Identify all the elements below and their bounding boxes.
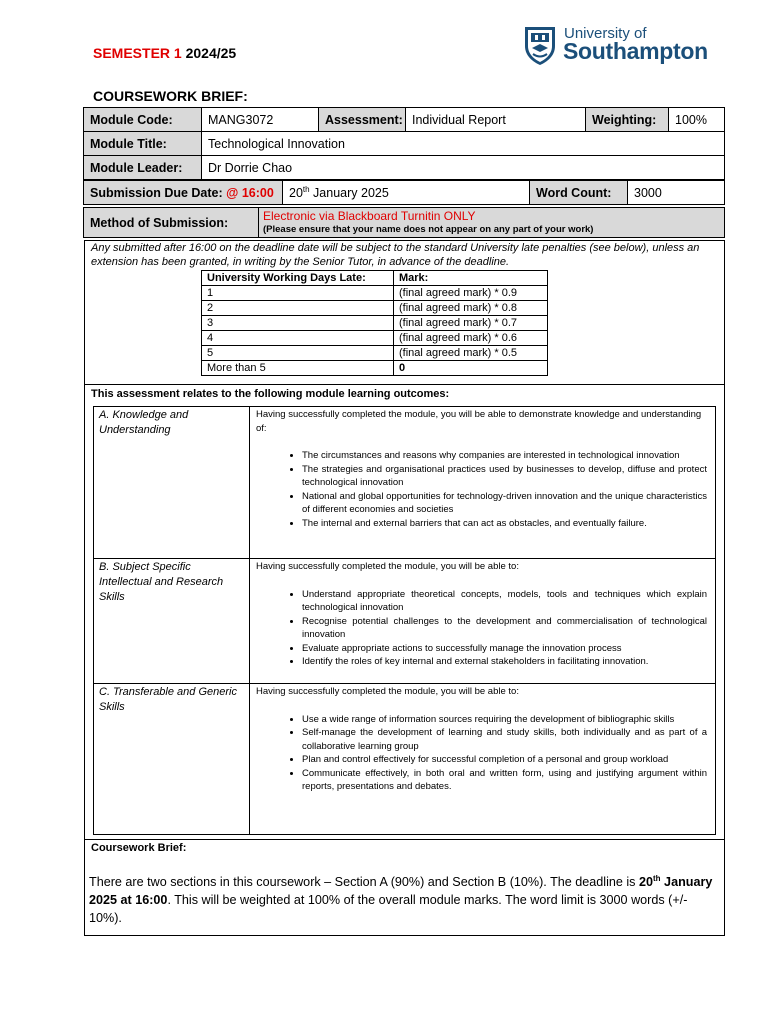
table-row bbox=[202, 286, 548, 301]
late-mark-cell: (final agreed mark) * 0.9 bbox=[394, 286, 548, 301]
submission-method-value bbox=[259, 208, 725, 238]
due-date-value bbox=[283, 181, 530, 205]
list-item: • Self-manage the development of learning and study skills, both individually and as part of a collaborative learning group bbox=[302, 726, 707, 753]
module-code-label: Module Code: bbox=[84, 108, 202, 132]
module-title-label: Module Title: bbox=[84, 132, 202, 156]
brief-deadline-suffix: th bbox=[653, 874, 661, 883]
due-time: @ 16:00 bbox=[226, 185, 274, 200]
table-row bbox=[202, 361, 548, 376]
late-days-cell: 2 bbox=[202, 301, 394, 316]
weighting-label: Weighting: bbox=[586, 108, 669, 132]
outcome-intro-c: Having successfully completed the module, you will be able to: bbox=[256, 686, 519, 697]
logo-line-2: Southampton bbox=[563, 38, 708, 64]
table-row bbox=[84, 132, 725, 156]
late-days-cell: 1 bbox=[202, 286, 394, 301]
module-title-value: Technological Innovation bbox=[202, 132, 725, 156]
outcome-label-b: B. Subject Specific Intellectual and Research Skills bbox=[94, 559, 250, 683]
submission-method-label: Method of Submission: bbox=[84, 208, 259, 238]
late-mark-cell: (final agreed mark) * 0.6 bbox=[394, 331, 548, 346]
semester-heading bbox=[93, 45, 236, 61]
list-item: • Use a wide range of information sources requiring the development of bibliographic skills bbox=[302, 713, 707, 727]
table-row bbox=[202, 316, 548, 331]
logo-line-1: University of bbox=[564, 25, 647, 42]
late-days-cell: 4 bbox=[202, 331, 394, 346]
coursework-brief-title: COURSEWORK BRIEF: bbox=[93, 88, 248, 104]
list-item: • Understand appropriate theoretical concepts, models, tools and techniques which explain technological innovation bbox=[302, 588, 707, 615]
table-row bbox=[202, 331, 548, 346]
late-days-cell: 5 bbox=[202, 346, 394, 361]
submission-method-table bbox=[83, 207, 725, 238]
list-item: • The circumstances and reasons why companies are interested in technological innovation bbox=[302, 449, 707, 463]
coursework-brief-text bbox=[89, 870, 721, 927]
list-item: • Recognise potential challenges to the development and commercialisation of technological innovation bbox=[302, 615, 707, 642]
crest-icon bbox=[522, 24, 558, 66]
module-leader-label: Module Leader: bbox=[84, 156, 202, 180]
late-mark-cell: (final agreed mark) * 0.7 bbox=[394, 316, 548, 331]
due-date-label-text: Submission Due Date: bbox=[90, 185, 223, 200]
table-row bbox=[202, 301, 548, 316]
university-logo bbox=[522, 24, 722, 68]
outcome-intro-a: Having successfully completed the module, you will be able to demonstrate knowledge and understanding of: bbox=[256, 409, 702, 434]
list-item: • National and global opportunities for technology-driven innovation and the unique characteristics of different economies and societies bbox=[302, 490, 707, 517]
due-month-year: January 2025 bbox=[309, 186, 389, 201]
table-row bbox=[84, 181, 725, 205]
outcome-list-c bbox=[256, 713, 707, 794]
semester-year: 2024/25 bbox=[185, 45, 237, 61]
learning-outcomes-heading: This assessment relates to the following module learning outcomes: bbox=[91, 388, 450, 400]
list-item: • The internal and external barriers that can act as obstacles, and eventually failure. bbox=[302, 517, 707, 531]
outcome-content-c bbox=[250, 684, 715, 794]
outcome-label-c: C. Transferable and Generic Skills bbox=[94, 684, 250, 834]
due-date-label bbox=[84, 181, 283, 205]
outcome-content-a bbox=[250, 407, 715, 530]
due-day-suffix: th bbox=[302, 184, 310, 194]
assessment-value: Individual Report bbox=[406, 108, 586, 132]
list-item: • Plan and control effectively for successful completion of a personal and group workload bbox=[302, 753, 707, 767]
brief-text-1: There are two sections in this coursework – Section A (90%) and Section B (10%). The deadline is bbox=[89, 875, 639, 890]
late-mark-header: Mark: bbox=[394, 271, 548, 286]
late-mark-cell: (final agreed mark) * 0.8 bbox=[394, 301, 548, 316]
outcome-list-a bbox=[256, 449, 707, 530]
due-day: 20 bbox=[289, 186, 303, 201]
table-row bbox=[202, 346, 548, 361]
submission-note: (Please ensure that your name does not appear on any part of your work) bbox=[263, 223, 594, 235]
late-penalty-text: Any submitted after 16:00 on the deadline date will be subject to the standard University late penalties (see below), unless an extension has been granted, in writing by the Senior Tutor, in advance of the deadline. bbox=[91, 242, 700, 268]
table-row bbox=[84, 208, 725, 238]
table-row bbox=[202, 271, 548, 286]
late-days-cell: More than 5 bbox=[202, 361, 394, 376]
submission-method-text: Electronic via Blackboard Turnitin ONLY bbox=[263, 208, 476, 223]
word-count-value: 3000 bbox=[628, 181, 725, 205]
outcome-intro-b: Having successfully completed the module, you will be able to: bbox=[256, 561, 519, 572]
brief-text-2: . This will be weighted at 100% of the overall module marks. The word limit is 3000 words (+/- 10%). bbox=[89, 893, 688, 926]
late-penalty-table bbox=[201, 270, 548, 376]
table-row bbox=[84, 108, 725, 132]
assessment-label: Assessment: bbox=[319, 108, 406, 132]
outcome-content-b bbox=[250, 559, 715, 669]
list-item: • Evaluate appropriate actions to successfully manage the innovation process bbox=[302, 642, 707, 656]
list-item: • Identify the roles of key internal and external stakeholders in facilitating innovation. bbox=[302, 655, 707, 669]
submission-date-table bbox=[83, 180, 725, 205]
outcome-list-b bbox=[256, 588, 707, 669]
module-leader-value: Dr Dorrie Chao bbox=[202, 156, 725, 180]
list-item: • Communicate effectively, in both oral and written form, using and justifying argument within reports, presentations and debates. bbox=[302, 767, 707, 794]
late-mark-cell: 0 bbox=[394, 361, 548, 376]
brief-deadline-rest: January 2025 at 16:00 bbox=[89, 875, 713, 908]
word-count-label: Word Count: bbox=[530, 181, 628, 205]
table-row bbox=[84, 156, 725, 180]
outcome-row-a bbox=[93, 406, 716, 559]
outcome-label-a: A. Knowledge and Understanding bbox=[94, 407, 250, 558]
semester-label: SEMESTER 1 bbox=[93, 45, 182, 61]
weighting-value: 100% bbox=[669, 108, 725, 132]
list-item: • The strategies and organisational practices used by businesses to develop, diffuse and protect technological innovation bbox=[302, 463, 707, 490]
outcome-row-c bbox=[93, 683, 716, 835]
brief-deadline-day: 20 bbox=[638, 875, 653, 890]
late-mark-cell: (final agreed mark) * 0.5 bbox=[394, 346, 548, 361]
module-info-table bbox=[83, 107, 725, 180]
late-days-header: University Working Days Late: bbox=[202, 271, 394, 286]
outcome-row-b bbox=[93, 558, 716, 684]
module-code-value: MANG3072 bbox=[202, 108, 319, 132]
late-days-cell: 3 bbox=[202, 316, 394, 331]
coursework-brief-heading: Coursework Brief: bbox=[91, 842, 187, 854]
